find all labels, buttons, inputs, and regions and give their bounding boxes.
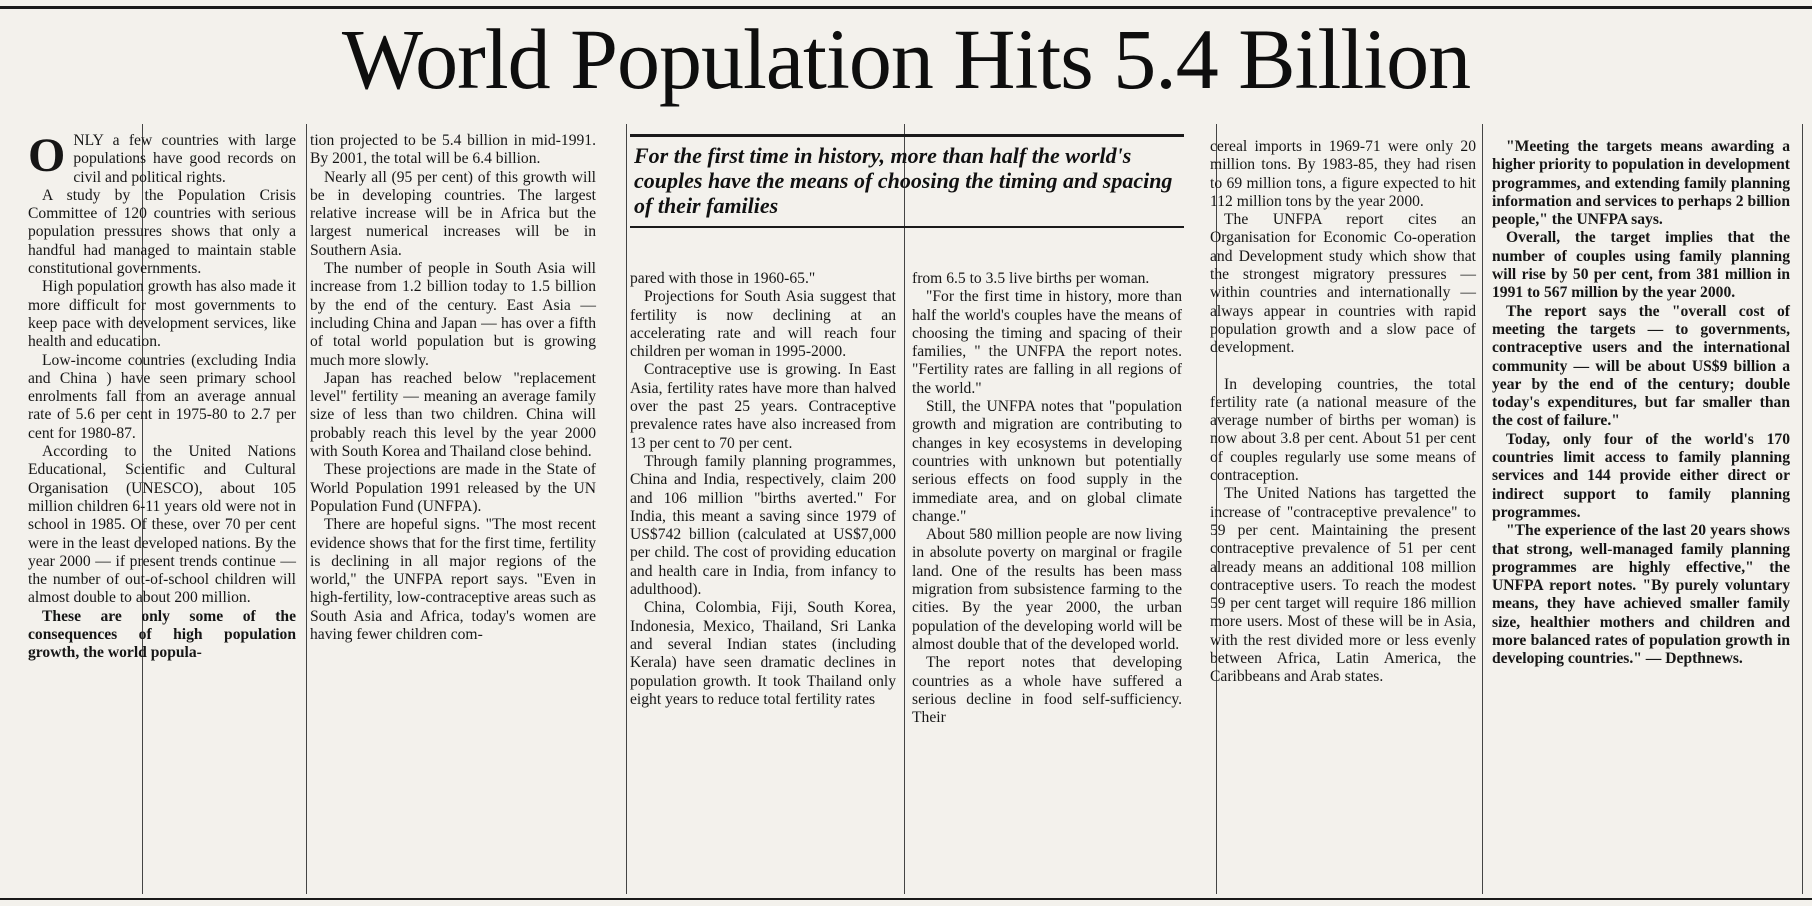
paragraph: Overall, the target implies that the number of couples using family planning will rise by 50 per cent, from 381 million in 1991 to 567 million by the year 2000. bbox=[1492, 229, 1790, 302]
paragraph: In developing countries, the total fertility rate (a national measure of the average number of births per woman) is now about 3.8 per cent. About 51 per cent of couples regularly use some means of contraception. bbox=[1210, 375, 1476, 485]
headline: World Population Hits 5.4 Billion bbox=[341, 11, 1471, 107]
paragraph: High population growth has also made it more difficult for most governments to keep pace with development services, like health and education. bbox=[28, 278, 296, 351]
paragraph: Japan has reached below "replacement level" fertility — meaning an average family size of less than two children. China will probably reach this level by the year 2000 with South Korea and Thailand close behind. bbox=[310, 369, 596, 461]
paragraph bbox=[28, 129, 296, 187]
article-column-4 bbox=[912, 270, 1182, 727]
paragraph-spacer bbox=[1210, 358, 1476, 376]
paragraph: The United Nations has targetted the increase of "contraceptive prevalence" to 59 per cent. Maintaining the present contraceptive prevalence of 51 per cent already means an additional 108 million contraceptive users. To reach the modest 59 per cent target will require 186 million more users. Most of these will be in Asia, with the rest divided more or less evenly between Africa, Latin America, the Caribbeans and Arab states. bbox=[1210, 485, 1476, 686]
article-column-6 bbox=[1492, 138, 1790, 669]
drop-cap: O bbox=[28, 129, 66, 182]
paragraph: Contraceptive use is growing. In East Asia, fertility rates have more than halved over the past 25 years. Contraceptive prevalence rates have also increased from 13 per cent to 70 per cent. bbox=[630, 361, 896, 452]
paragraph: Still, the UNFPA notes that "population growth and migration are contributing to changes in key ecosystems in developing countries with unknown but potentially serious effects on food supply in the immediate area, and on global climate change." bbox=[912, 398, 1182, 525]
column-divider bbox=[626, 124, 627, 894]
paragraph: The report notes that developing countries as a whole have suffered a serious decline in food self-sufficiency. Their bbox=[912, 654, 1182, 727]
paragraph: "The experience of the last 20 years shows that strong, well-managed family planning programmes are highly effective," the UNFPA report notes. "By purely voluntary means, they have achieved smaller family size, healthier mothers and children and more balanced rates of population growth in developing countries." — Depthnews. bbox=[1492, 522, 1790, 668]
column-divider bbox=[904, 124, 905, 894]
pull-quote: For the first time in history, more than half the world's couples have the means of choosing the timing and spacing of their families bbox=[630, 134, 1184, 228]
paragraph: pared with those in 1960-65." bbox=[630, 270, 816, 287]
paragraph: The report says the "overall cost of meeting the targets — to governments, contraceptive users and the international community — will be about US$9 billion a year by the end of the century; double today's expenditures, but far smaller than the cost of failure." bbox=[1492, 302, 1790, 430]
article-column-1 bbox=[28, 129, 296, 663]
paragraph: Projections for South Asia suggest that fertility is now declining at an accelerating rate and will reach four children per woman in 1995-2000. bbox=[630, 288, 896, 361]
paragraph: cereal imports in 1969-71 were only 20 million tons. By 1983-85, they had risen to 69 million tons, a figure expected to hit 112 million tons by the year 2000. bbox=[1210, 138, 1476, 210]
paragraph: These are only some of the consequences of high population growth, the world popula- bbox=[28, 607, 296, 662]
paragraph: China, Colombia, Fiji, South Korea, Indonesia, Mexico, Thailand, Sri Lanka and several Indian states (including Kerala) have seen dramatic declines in population growth. It took Thailand only eight years to reduce total fertility rates bbox=[630, 599, 896, 708]
paragraph: tion projected to be 5.4 billion in mid-1991. By 2001, the total will be 6.4 billion. bbox=[310, 132, 596, 168]
column-divider bbox=[306, 124, 307, 894]
paragraph: About 580 million people are now living in absolute poverty on marginal or fragile land. One of the results has been mass migration from subsistence farming to the cities. By the year 2000, the urban population of the developing world will be almost double that of the developed world. bbox=[912, 526, 1182, 653]
bottom-rule bbox=[0, 898, 1812, 900]
paragraph: Today, only four of the world's 170 countries limit access to family planning services and 144 provide either direct or indirect support to family planning programmes. bbox=[1492, 430, 1790, 521]
paragraph: Low-income countries (excluding India and China ) have seen primary school enrolments fall from an average annual rate of 5.6 per cent in 1975-80 to 2.7 per cent for 1980-87. bbox=[28, 351, 296, 442]
paragraph: "For the first time in history, more than half the world's couples have the means of choosing the timing and spacing of their families, " the UNFPA the report notes. "Fertility rates are falling in all regions of the world." bbox=[912, 288, 1182, 397]
paragraph: "Meeting the targets means awarding a higher priority to population in development programmes, and extending family planning information and services to perhaps 2 billion people," the UNFPA says. bbox=[1492, 138, 1790, 229]
column-divider bbox=[1482, 124, 1483, 894]
paragraph: There are hopeful signs. "The most recent evidence shows that for the first time, fertility is declining in all major regions of the world," the UNFPA report says. "Even in high-fertility, low-contraceptive areas such as South Asia and Africa, today's women are having fewer children com- bbox=[310, 516, 596, 644]
paragraph: Nearly all (95 per cent) of this growth will be in developing countries. The largest relative increase will be in Africa but the largest numerical increases will be in Southern Asia. bbox=[310, 168, 596, 259]
paragraph-text: NLY a few countries with large populations have good records on civil and political rights. bbox=[73, 132, 296, 186]
paragraph: These projections are made in the State of World Population 1991 released by the UN Population Fund (UNFPA). bbox=[310, 461, 596, 515]
article-column-3 bbox=[630, 270, 896, 709]
paragraph: Through family planning programmes, China and India, respectively, claim 200 and 106 million "births averted." For India, this meant a saving since 1979 of US$742 billion (calculated at US$7,000 per child. The cost of providing education and health care in India, from infancy to adulthood). bbox=[630, 452, 896, 599]
paragraph: A study by the Population Crisis Committee of 120 countries with serious population pressures shows that only a handful had managed to maintain stable constitutional governments. bbox=[28, 186, 296, 278]
paragraph: According to the United Nations Educational, Scientific and Cultural Organisation (UNESCO), about 105 million children 6-11 years old were not in school in 1985. Of these, over 70 per cent were in the least developed nations. By the year 2000 — if present trends continue — the number of out-of-school children will almost double to about 200 million. bbox=[28, 443, 296, 607]
column-divider bbox=[1802, 124, 1803, 894]
paragraph: The number of people in South Asia will increase from 1.2 billion today to 1.5 billion by the end of the century. East Asia — including China and Japan — has over a fifth of total world population but is growing much more slowly. bbox=[310, 260, 596, 369]
article-column-5 bbox=[1210, 138, 1476, 687]
paragraph: The UNFPA report cites an Organisation for Economic Co-operation and Development study which show that the strongest migratory pressures — within countries and internationally — always appear in countries with rapid population growth and a slow pace of development. bbox=[1210, 211, 1476, 357]
paragraph: from 6.5 to 3.5 live births per woman. bbox=[912, 270, 1150, 287]
article-column-2 bbox=[310, 132, 596, 644]
